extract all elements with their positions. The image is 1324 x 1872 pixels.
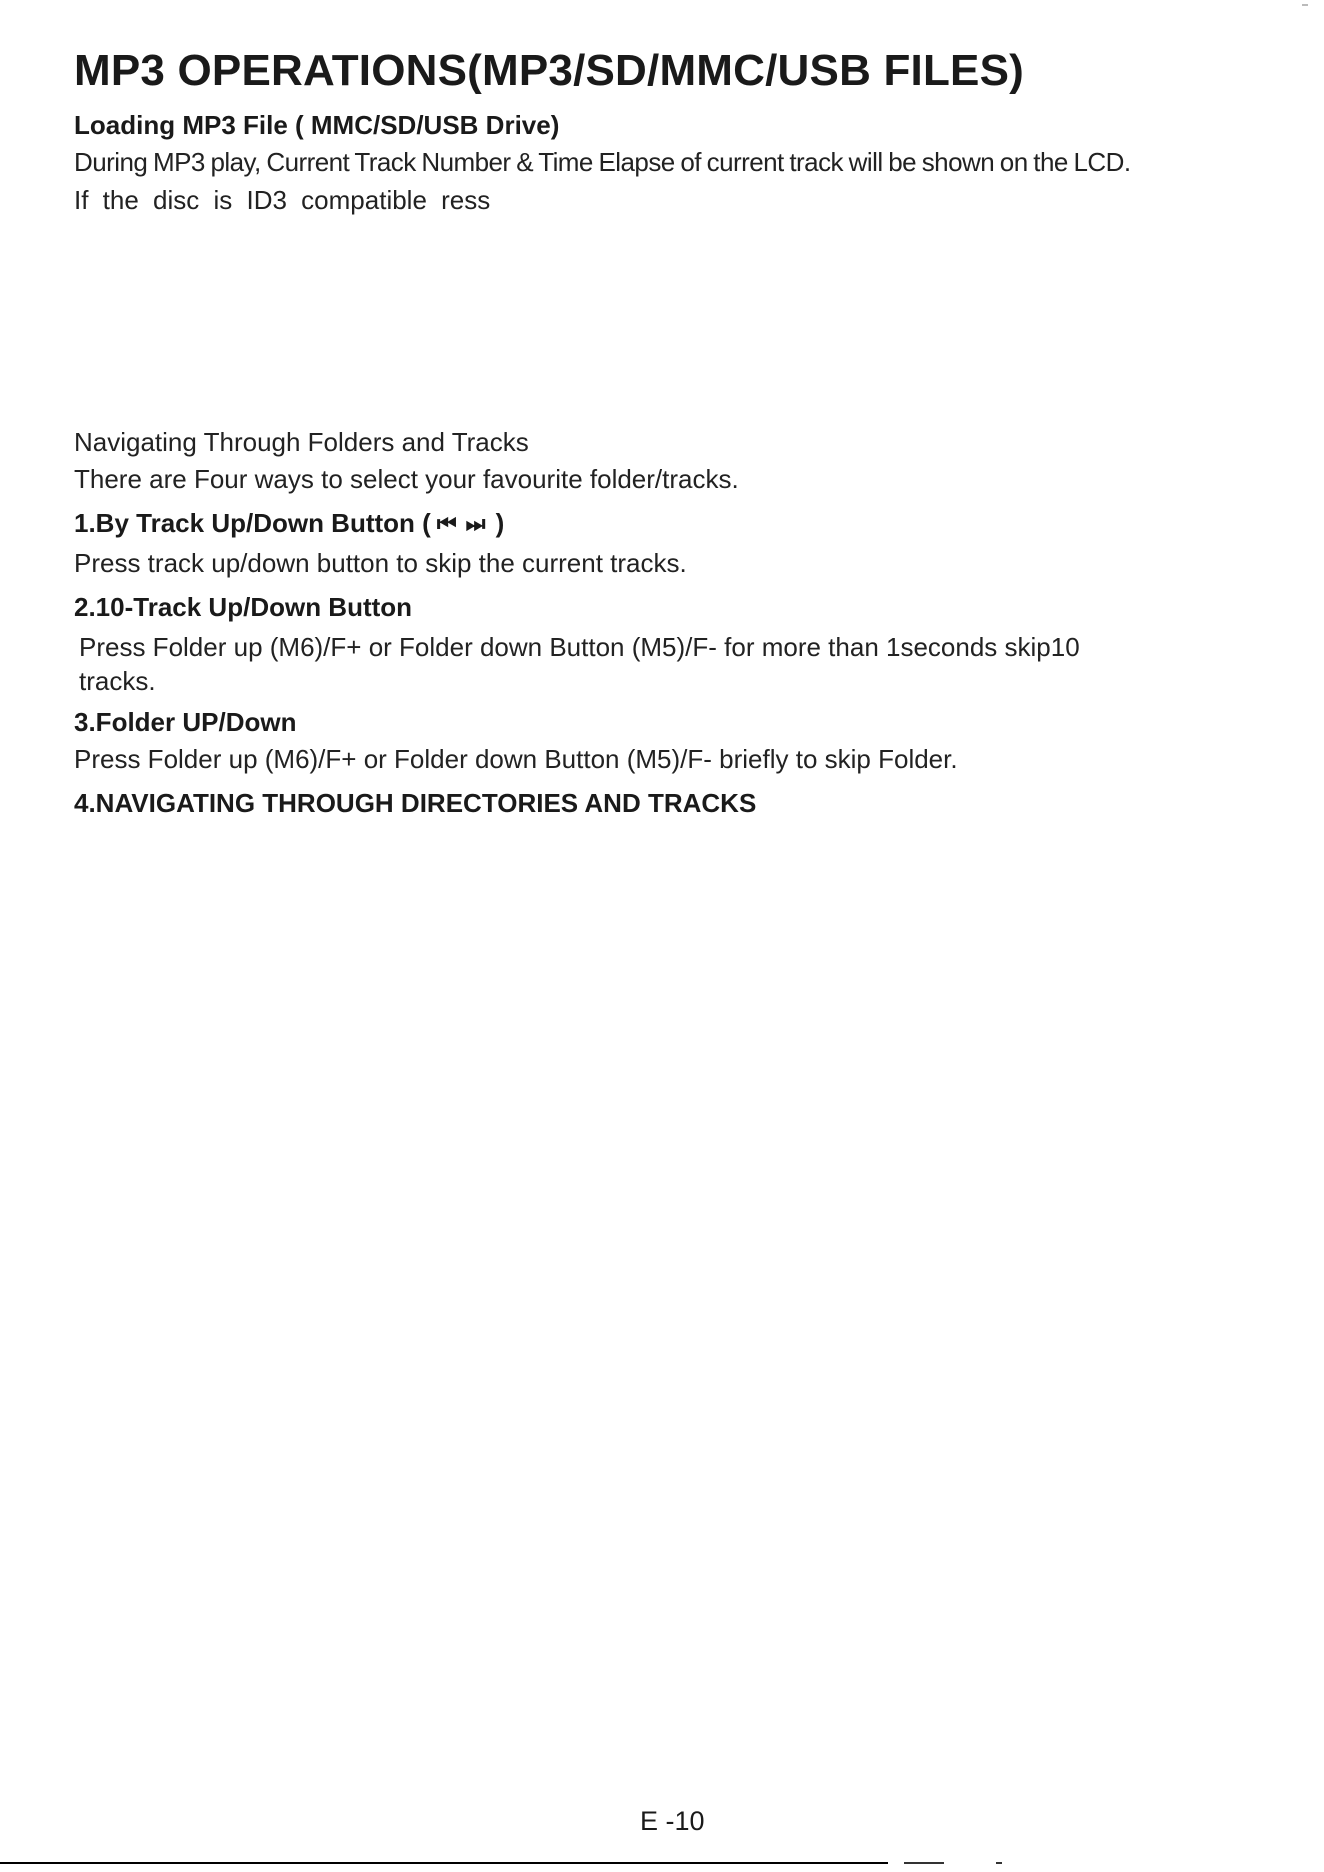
method-1-heading-close: ) <box>488 508 505 538</box>
method-2-body-line-2: tracks. <box>79 666 156 696</box>
method-2-heading: 2.10-Track Up/Down Button <box>74 592 413 622</box>
method-3-body: Press Folder up (M6)/F+ or Folder down Button (M5)/F- briefly to skip Folder. <box>74 744 958 774</box>
loading-line-1: During MP3 play, Current Track Number & Time Elapse of current track will be shown on the LCD. <box>74 147 1131 177</box>
previous-track-icon: ⏮ <box>436 511 454 536</box>
next-track-icon: ⏭ <box>465 511 483 536</box>
page-number: E -10 <box>640 1806 705 1836</box>
footer-rule-fragment <box>904 1862 944 1864</box>
method-3-heading: 3.Folder UP/Down <box>74 707 297 737</box>
scan-mark <box>1302 4 1308 6</box>
footer-rule <box>0 1862 888 1864</box>
loading-heading: Loading MP3 File ( MMC/SD/USB Drive) <box>74 110 560 140</box>
method-1-body: Press track up/down button to skip the current tracks. <box>74 548 687 578</box>
method-2-body-line-1: Press Folder up (M6)/F+ or Folder down Button (M5)/F- for more than 1seconds skip10 <box>79 632 1080 662</box>
page-title: MP3 OPERATIONS(MP3/SD/MMC/USB FILES) <box>74 46 1024 95</box>
method-1-heading <box>74 508 504 539</box>
navigating-heading: Navigating Through Folders and Tracks <box>74 427 529 457</box>
navigating-intro: There are Four ways to select your favourite folder/tracks. <box>74 464 739 494</box>
method-1-heading-text: 1.By Track Up/Down Button ( <box>74 508 431 538</box>
footer-rule-fragment <box>996 1862 1002 1864</box>
loading-line-2: If the disc is ID3 compatible ress <box>74 185 491 215</box>
method-4-heading: 4.NAVIGATING THROUGH DIRECTORIES AND TRACKS <box>74 788 757 818</box>
